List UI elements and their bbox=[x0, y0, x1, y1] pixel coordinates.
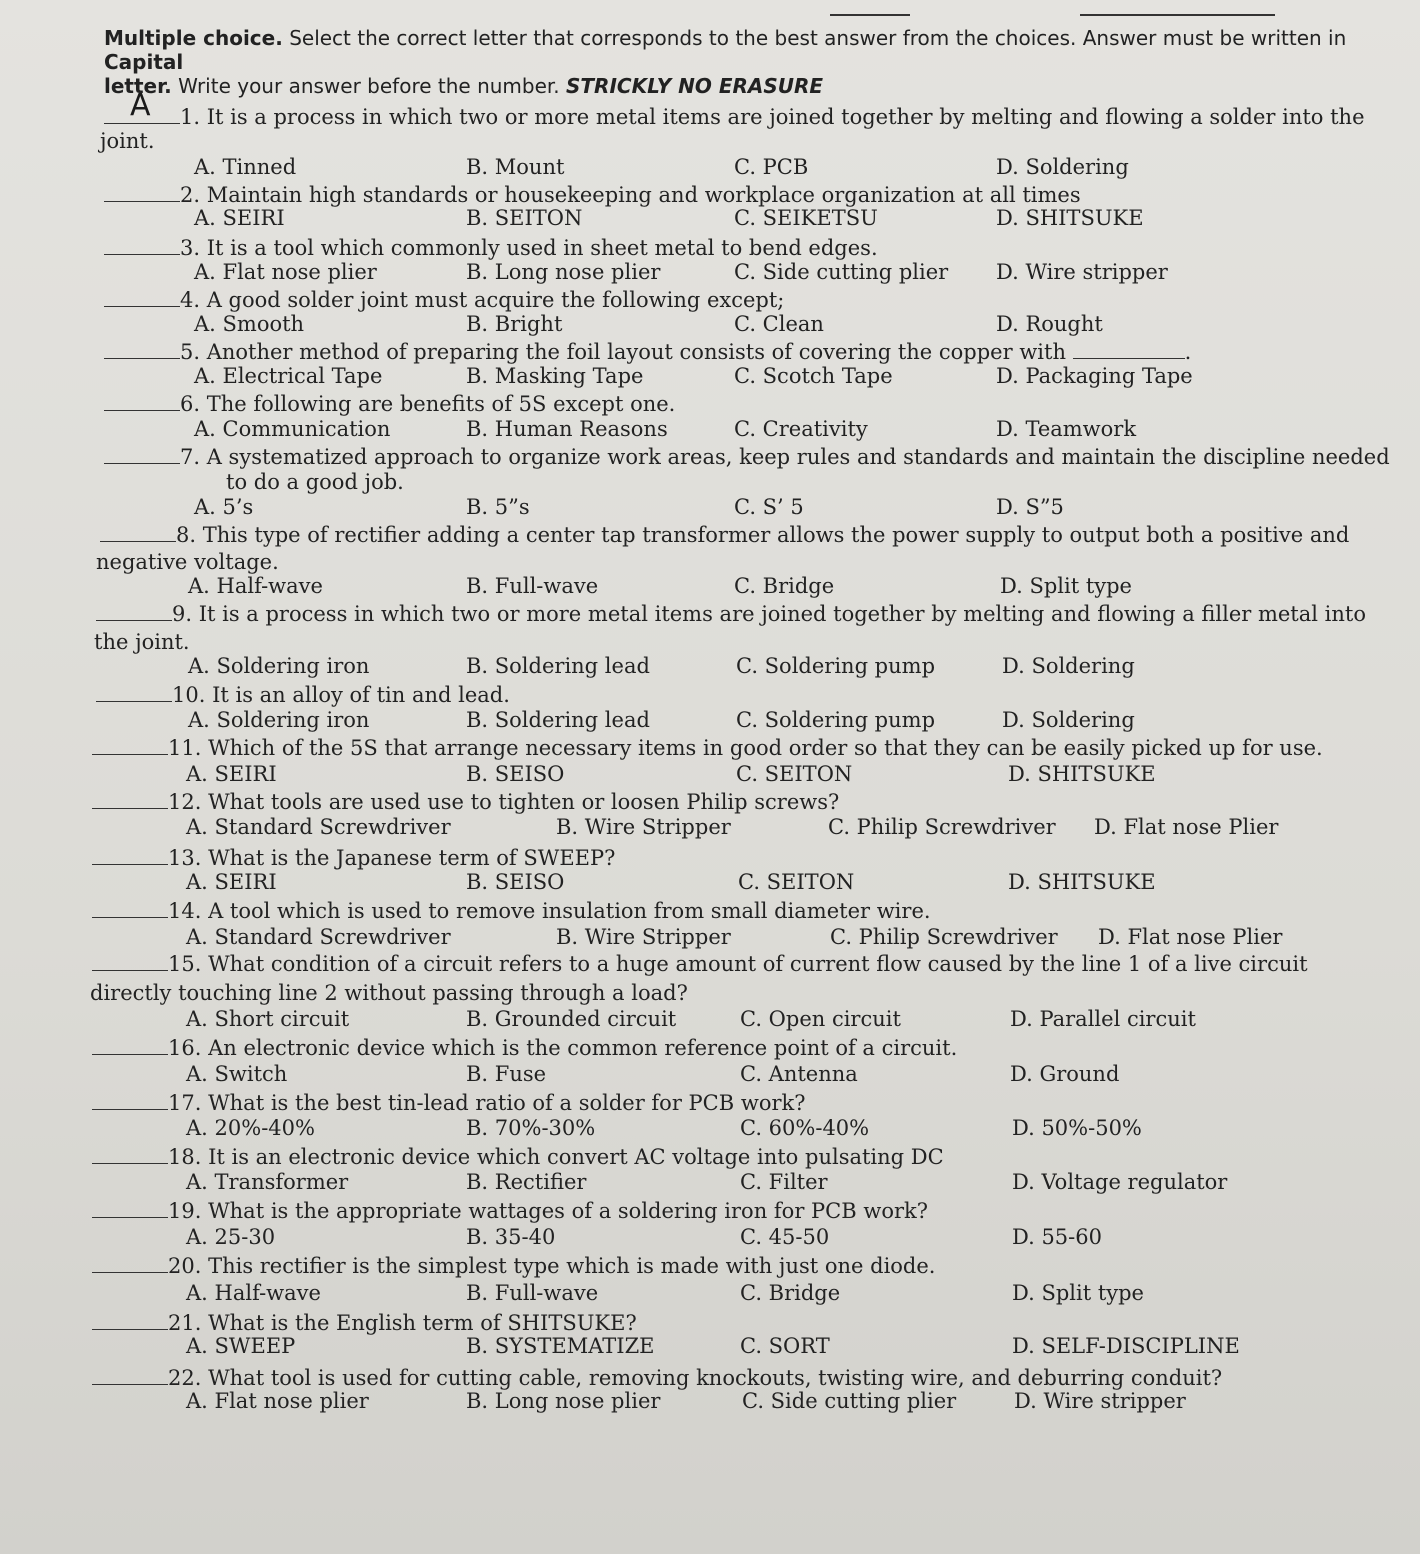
answer-blank[interactable] bbox=[92, 1089, 168, 1110]
question-16 bbox=[92, 1034, 957, 1061]
choice-b: B. Long nose plier bbox=[466, 1389, 661, 1413]
question-15 bbox=[92, 950, 1308, 977]
choice-d: D. Wire stripper bbox=[996, 260, 1168, 284]
choice-b: B. SEISO bbox=[466, 870, 565, 894]
question-text: 14. A tool which is used to remove insulation from small diameter wire. bbox=[168, 899, 931, 923]
choice-a: A. 25-30 bbox=[186, 1225, 276, 1249]
choice-d: D. Soldering bbox=[1002, 654, 1135, 678]
choice-a: A. Flat nose plier bbox=[194, 260, 377, 284]
question-continuation: negative voltage. bbox=[96, 550, 279, 574]
choice-d: D. Flat nose Plier bbox=[1094, 815, 1279, 839]
choice-a: A. SEIRI bbox=[186, 870, 277, 894]
choice-c: C. Open circuit bbox=[740, 1007, 901, 1031]
choice-c: C. Soldering pump bbox=[736, 654, 936, 678]
answer-blank[interactable] bbox=[92, 1364, 168, 1385]
choice-c: C. S’ 5 bbox=[734, 495, 804, 519]
fill-in-blank bbox=[1073, 340, 1185, 359]
answer-blank[interactable] bbox=[92, 1034, 168, 1055]
choice-c: C. SORT bbox=[740, 1334, 830, 1358]
choice-d: D. Flat nose Plier bbox=[1098, 925, 1283, 949]
no-erasure-note: STRICKLY NO ERASURE bbox=[566, 74, 824, 98]
question-text: 22. What tool is used for cutting cable, removing knockouts, twisting wire, and deburring conduit? bbox=[168, 1366, 1223, 1390]
instructions-text-2: Write your answer before the number. bbox=[178, 74, 560, 98]
choice-c: C. Bridge bbox=[740, 1281, 841, 1305]
choice-b: B. Full-wave bbox=[466, 574, 599, 598]
choice-c: C. SEIKETSU bbox=[734, 206, 878, 230]
question-continuation: directly touching line 2 without passing through a load? bbox=[90, 981, 688, 1005]
choice-a: A. 5’s bbox=[194, 495, 254, 519]
choice-d: D. S”5 bbox=[996, 495, 1064, 519]
choice-c: C. Soldering pump bbox=[736, 708, 936, 732]
question-4 bbox=[104, 286, 784, 313]
choice-a: A. Standard Screwdriver bbox=[186, 925, 451, 949]
choice-b: B. Wire Stripper bbox=[556, 925, 731, 949]
choice-b: B. SYSTEMATIZE bbox=[466, 1334, 655, 1358]
answer-blank[interactable] bbox=[104, 443, 180, 464]
question-text: 6. The following are benefits of 5S except one. bbox=[180, 392, 676, 416]
question-17 bbox=[92, 1089, 806, 1116]
question-21 bbox=[92, 1309, 637, 1336]
instructions-text: Select the correct letter that corresponds to the best answer from the choices. Answer must be written in bbox=[289, 26, 1347, 50]
choice-c: C. Bridge bbox=[734, 574, 835, 598]
choice-a: A. 20%-40% bbox=[186, 1116, 315, 1140]
question-text: 20. This rectifier is the simplest type which is made with just one diode. bbox=[168, 1254, 936, 1278]
question-text: 18. It is an electronic device which convert AC voltage into pulsating DC bbox=[168, 1145, 944, 1169]
choice-c: C. Antenna bbox=[740, 1062, 858, 1086]
choice-d: D. SHITSUKE bbox=[1008, 870, 1156, 894]
choice-a: A. SEIRI bbox=[186, 762, 277, 786]
answer-blank[interactable] bbox=[104, 390, 180, 411]
question-text: 19. What is the appropriate wattages of a soldering iron for PCB work? bbox=[168, 1199, 928, 1223]
question-8 bbox=[100, 521, 1349, 548]
question-tail: . bbox=[1184, 340, 1192, 364]
choice-d: D. Ground bbox=[1010, 1062, 1120, 1086]
choice-a: A. SEIRI bbox=[194, 206, 285, 230]
choice-d: D. 50%-50% bbox=[1012, 1116, 1142, 1140]
choice-b: B. Wire Stripper bbox=[556, 815, 731, 839]
top-rule bbox=[1080, 14, 1275, 16]
letter-word: letter. bbox=[104, 74, 172, 98]
answer-blank[interactable] bbox=[96, 681, 172, 702]
choice-b: B. SEISO bbox=[466, 762, 565, 786]
choice-b: B. Long nose plier bbox=[466, 260, 661, 284]
choice-d: D. Split type bbox=[1000, 574, 1132, 598]
choice-b: B. Mount bbox=[466, 155, 565, 179]
answer-blank[interactable] bbox=[104, 88, 180, 124]
choice-a: A. SWEEP bbox=[186, 1334, 296, 1358]
choice-c: C. Side cutting plier bbox=[734, 260, 949, 284]
answer-blank[interactable] bbox=[92, 734, 168, 755]
choice-a: A. Smooth bbox=[194, 312, 305, 336]
question-2 bbox=[104, 181, 1081, 208]
question-11 bbox=[92, 734, 1323, 761]
question-text: 16. An electronic device which is the common reference point of a circuit. bbox=[168, 1036, 958, 1060]
choice-a: A. Flat nose plier bbox=[186, 1389, 369, 1413]
choice-d: D. Voltage regulator bbox=[1012, 1170, 1228, 1194]
choice-c: C. 60%-40% bbox=[740, 1116, 870, 1140]
choice-d: D. Rought bbox=[996, 312, 1103, 336]
choice-d: D. Wire stripper bbox=[1014, 1389, 1186, 1413]
question-9 bbox=[96, 600, 1366, 627]
question-continuation: the joint. bbox=[94, 630, 190, 654]
choice-d: D. SELF-DISCIPLINE bbox=[1012, 1334, 1240, 1358]
choice-d: D. Soldering bbox=[996, 155, 1129, 179]
answer-blank[interactable] bbox=[104, 234, 180, 255]
question-20 bbox=[92, 1252, 935, 1279]
choice-c: C. Philip Screwdriver bbox=[830, 925, 1058, 949]
answer-blank[interactable] bbox=[92, 1197, 168, 1218]
question-text: 17. What is the best tin-lead ratio of a solder for PCB work? bbox=[168, 1091, 806, 1115]
question-text: 8. This type of rectifier adding a center tap transformer allows the power supply to output both a positive and bbox=[176, 523, 1350, 547]
choice-c: C. SEITON bbox=[738, 870, 855, 894]
question-5 bbox=[104, 338, 1191, 365]
question-text: 7. A systematized approach to organize work areas, keep rules and standards and maintain the discipline needed bbox=[180, 445, 1390, 469]
answer-blank[interactable] bbox=[92, 844, 168, 865]
answer-blank[interactable] bbox=[104, 286, 180, 307]
choice-b: B. Soldering lead bbox=[466, 654, 650, 678]
choice-a: A. Transformer bbox=[186, 1170, 349, 1194]
choice-b: B. 5”s bbox=[466, 495, 530, 519]
choice-d: D. Split type bbox=[1012, 1281, 1144, 1305]
question-text: 5. Another method of preparing the foil layout consists of covering the copper with bbox=[180, 340, 1066, 364]
choice-b: B. 35-40 bbox=[466, 1225, 556, 1249]
question-text: 10. It is an alloy of tin and lead. bbox=[172, 683, 510, 707]
answer-blank[interactable] bbox=[96, 600, 172, 621]
question-1 bbox=[104, 88, 1365, 130]
answer-blank[interactable] bbox=[92, 1309, 168, 1330]
choice-d: D. 55-60 bbox=[1012, 1225, 1102, 1249]
choice-a: A. Electrical Tape bbox=[194, 364, 383, 388]
answer-blank[interactable] bbox=[92, 1252, 168, 1273]
choice-a: A. Communication bbox=[194, 417, 391, 441]
question-continuation: joint. bbox=[100, 129, 155, 153]
choice-b: B. Grounded circuit bbox=[466, 1007, 677, 1031]
choice-b: B. Full-wave bbox=[466, 1281, 599, 1305]
answer-blank[interactable] bbox=[92, 897, 168, 918]
answer-blank[interactable] bbox=[104, 181, 180, 202]
choice-b: B. Soldering lead bbox=[466, 708, 650, 732]
choice-b: B. SEITON bbox=[466, 206, 583, 230]
choice-b: B. 70%-30% bbox=[466, 1116, 596, 1140]
answer-blank[interactable] bbox=[104, 338, 180, 359]
choice-c: C. Clean bbox=[734, 312, 824, 336]
question-7 bbox=[104, 443, 1390, 470]
choice-c: C. Side cutting plier bbox=[742, 1389, 957, 1413]
question-continuation: to do a good job. bbox=[226, 470, 404, 494]
question-14 bbox=[92, 897, 931, 924]
choice-c: C. PCB bbox=[734, 155, 809, 179]
question-text: 9. It is a process in which two or more metal items are joined together by melting and flowing a filler metal into bbox=[172, 602, 1366, 626]
question-18 bbox=[92, 1143, 944, 1170]
choice-a: A. Switch bbox=[186, 1062, 288, 1086]
question-text: 1. It is a process in which two or more metal items are joined together by melting and flowing a solder into the bbox=[180, 105, 1365, 129]
choice-b: B. Rectifier bbox=[466, 1170, 587, 1194]
choice-c: C. Scotch Tape bbox=[734, 364, 893, 388]
choice-c: C. SEITON bbox=[736, 762, 853, 786]
question-10 bbox=[96, 681, 510, 708]
question-text: 12. What tools are used use to tighten or loosen Philip screws? bbox=[168, 790, 840, 814]
choice-d: D. SHITSUKE bbox=[996, 206, 1144, 230]
question-text: 4. A good solder joint must acquire the following except; bbox=[180, 288, 785, 312]
question-6 bbox=[104, 390, 675, 417]
choice-c: C. 45-50 bbox=[740, 1225, 830, 1249]
question-3 bbox=[104, 234, 878, 261]
top-rule bbox=[830, 14, 910, 16]
choice-a: A. Soldering iron bbox=[188, 654, 370, 678]
question-text: 11. Which of the 5S that arrange necessary items in good order so that they can be easily picked up for use. bbox=[168, 736, 1323, 760]
choice-c: C. Philip Screwdriver bbox=[828, 815, 1056, 839]
question-text: 3. It is a tool which commonly used in sheet metal to bend edges. bbox=[180, 236, 878, 260]
choice-b: B. Fuse bbox=[466, 1062, 547, 1086]
choice-b: B. Bright bbox=[466, 312, 563, 336]
choice-b: B. Human Reasons bbox=[466, 417, 668, 441]
question-text: 21. What is the English term of SHITSUKE? bbox=[168, 1311, 637, 1335]
question-text: 15. What condition of a circuit refers to a huge amount of current flow caused by the line 1 of a live circuit bbox=[168, 952, 1308, 976]
choice-b: B. Masking Tape bbox=[466, 364, 644, 388]
answer-blank[interactable] bbox=[92, 788, 168, 809]
choice-d: D. Parallel circuit bbox=[1010, 1007, 1196, 1031]
choice-c: C. Creativity bbox=[734, 417, 868, 441]
question-13 bbox=[92, 844, 615, 871]
choice-c: C. Filter bbox=[740, 1170, 828, 1194]
question-text: 13. What is the Japanese term of SWEEP? bbox=[168, 846, 616, 870]
instructions-header bbox=[104, 26, 1374, 98]
answer-blank[interactable] bbox=[100, 521, 176, 542]
choice-d: D. SHITSUKE bbox=[1008, 762, 1156, 786]
capital-word: Capital bbox=[104, 50, 184, 74]
answer-blank[interactable] bbox=[92, 1143, 168, 1164]
choice-a: A. Soldering iron bbox=[188, 708, 370, 732]
question-19 bbox=[92, 1197, 928, 1224]
choice-a: A. Short circuit bbox=[186, 1007, 350, 1031]
question-12 bbox=[92, 788, 839, 815]
choice-a: A. Standard Screwdriver bbox=[186, 815, 451, 839]
choice-d: D. Soldering bbox=[1002, 708, 1135, 732]
answer-blank[interactable] bbox=[92, 950, 168, 971]
question-22 bbox=[92, 1364, 1222, 1391]
choice-a: A. Half-wave bbox=[186, 1281, 321, 1305]
choice-a: A. Tinned bbox=[194, 155, 297, 179]
choice-a: A. Half-wave bbox=[188, 574, 323, 598]
choice-d: D. Packaging Tape bbox=[996, 364, 1193, 388]
mc-label: Multiple choice. bbox=[104, 26, 283, 50]
choice-d: D. Teamwork bbox=[996, 417, 1137, 441]
question-text: 2. Maintain high standards or housekeeping and workplace organization at all times bbox=[180, 183, 1081, 207]
handwritten-answer: A bbox=[130, 88, 151, 123]
